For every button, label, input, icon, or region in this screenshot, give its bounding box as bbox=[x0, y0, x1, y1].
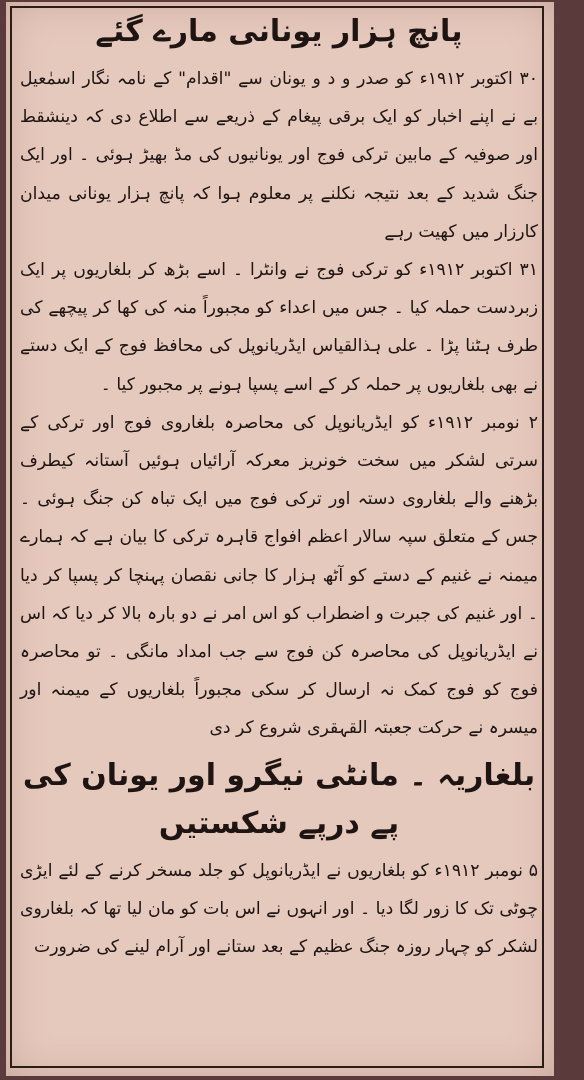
subheadline: بلغاریہ ۔ مانٹی نیگرو اور یونان کی پے درپے شکستیں bbox=[22, 757, 536, 841]
newspaper-page bbox=[6, 2, 554, 1076]
paragraph-2: ۳۱ اکتوبر ۱۹۱۲ء کو ترکی فوج نے وانٹرا ۔ اسے بڑھ کر بلغاریوں پر ایک زبردست حملہ کیا ۔ جس میں اعداء کو مجبوراً منہ کی کھا کر پیچھے کی طرف ہٹنا پڑا ۔ علی ہذالقیاس ایڈریانوپل کی محافظ فوج کے ایک دستے نے بھی بلغاریوں پر حملہ کر کے اسے پسپا ہونے پر مجبور کیا ۔ bbox=[20, 260, 538, 395]
article bbox=[20, 10, 538, 1070]
headline: پانچ ہزار یونانی مارے گئے bbox=[95, 14, 463, 49]
closing-paragraph: ۵ نومبر ۱۹۱۲ء کو بلغاریوں نے ایڈریانوپل کو جلد مسخر کرنے کے لئے ایڑی چوٹی تک کا زور لگا دیا ۔ اور انہوں نے اس بات کو مان لیا تھا کہ بلغاروی لشکر کو چہار روزہ جنگ عظیم کے بعد ستانے اور آرام لینے کی ضرورت bbox=[20, 860, 539, 958]
paragraph-3: ۲ نومبر ۱۹۱۲ء کو ایڈریانوپل کی محاصرہ بلغاروی فوج اور ترکی کے سرتی لشکر میں سخت خونریز معرکہ آرائیاں ہوئیں آستانہ کیطرف بڑھنے والے بلغاروی دستہ اور ترکی فوج میں ایک تباہ کن جنگ ہوئی ۔ جس کے متعلق سپہ سالار اعظم افواج قاہرہ ترکی کا بیان ہے کہ ہمارے میمنہ نے غنیم کے دستے کو آٹھ ہزار کا جانی نقصان پہنچا کر پسپا کر دیا ۔ اور غنیم کی جبرت و اضطراب کو اس امر نے دو بارہ بالا کر دیا کہ اس نے ایڈریانوپل کی محاصرہ کن فوج سے جب امداد مانگی ۔ تو محاصرہ فوج کو فوج کمک نہ ارسال کر سکی مجبوراً بلغاریوں کے میمنہ اور میسرہ نے حرکت جعبتہ القہقری شروع کر دی bbox=[20, 412, 538, 739]
paragraph-1: ۳۰ اکتوبر ۱۹۱۲ء کو صدر و د و یونان سے "اقدام" کے نامہ نگار اسمٰعیل بے نے اپنے اخبار کو ایک برقی پیغام کے ذریعے سے اطلاع دی کہ دینشقط اور صوفیہ کے مابین ترکی فوج اور یونانیوں کی مڈ بھیڑ ہوئی ۔ اور ایک جنگ شدید کے بعد نتیجہ نکلنے پر معلوم ہوا کہ پانچ ہزار یونانی میدان کارزار میں کھیت رہے bbox=[20, 69, 539, 242]
